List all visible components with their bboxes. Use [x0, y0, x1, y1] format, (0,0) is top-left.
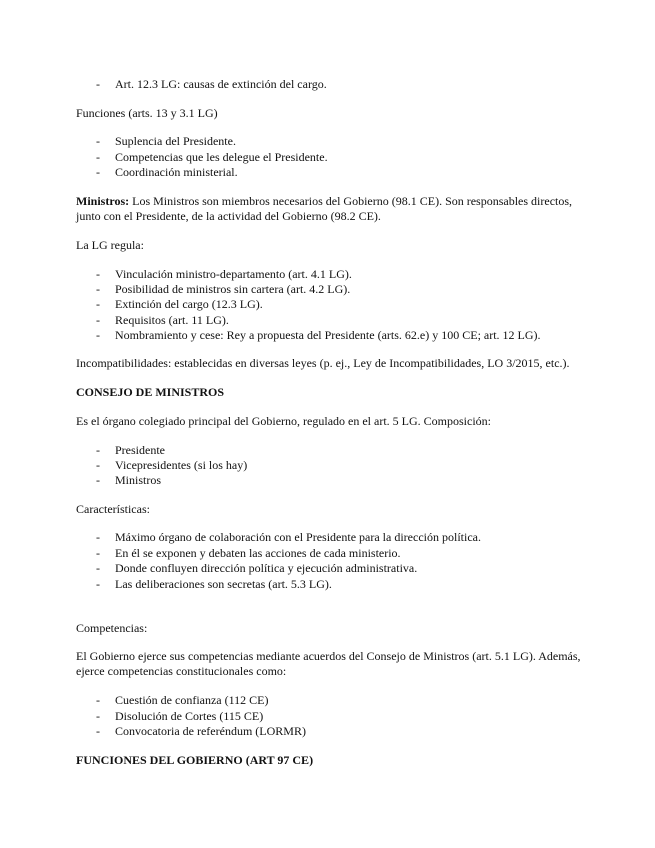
list-item: Requisitos (art. 11 LG).: [115, 313, 229, 327]
list-item: Máximo órgano de colaboración con el Presidente para la dirección política.: [115, 530, 481, 544]
regula-title: La LG regula:: [76, 238, 144, 252]
bullet-dash: -: [96, 328, 100, 342]
list-item: Las deliberaciones son secretas (art. 5.3 LG).: [115, 577, 332, 591]
bullet-dash: -: [96, 134, 100, 148]
bullet-dash: -: [96, 530, 100, 544]
bullet-dash: -: [96, 165, 100, 179]
bullet-dash: -: [96, 577, 100, 591]
list-item: Donde confluyen dirección política y ejecución administrativa.: [115, 561, 418, 575]
bullet-dash: -: [96, 473, 100, 487]
bullet-dash: -: [96, 546, 100, 560]
bullet-dash: -: [96, 561, 100, 575]
list-item: En él se exponen y debaten las acciones de cada ministerio.: [115, 546, 401, 560]
list-item: Cuestión de confianza (112 CE): [115, 693, 269, 707]
ministros-term: Ministros:: [76, 194, 130, 208]
heading-funciones-gobierno: FUNCIONES DEL GOBIERNO (ART 97 CE): [76, 753, 314, 767]
list-item: Coordinación ministerial.: [115, 165, 238, 179]
list-item: Suplencia del Presidente.: [115, 134, 236, 148]
list-item: Art. 12.3 LG: causas de extinción del cargo.: [115, 77, 327, 91]
bullet-dash: -: [96, 458, 100, 472]
bullet-dash: -: [96, 443, 100, 457]
section-title-funciones: Funciones (arts. 13 y 3.1 LG): [76, 106, 218, 120]
caracteristicas-title: Características:: [76, 502, 150, 516]
competencias-paragraph-line1: El Gobierno ejerce sus competencias mediante acuerdos del Consejo de Ministros (art. 5.1 LG). Además,: [76, 649, 581, 663]
list-item: Extinción del cargo (12.3 LG).: [115, 297, 263, 311]
bullet-dash: -: [96, 77, 100, 91]
list-item: Vicepresidentes (si los hay): [115, 458, 248, 472]
ministros-paragraph-line2: junto con el Presidente, de la actividad del Gobierno (98.2 CE).: [76, 209, 381, 223]
ministros-paragraph-line1: [76, 194, 572, 208]
bullet-dash: -: [96, 150, 100, 164]
competencias-title: Competencias:: [76, 621, 148, 635]
bullet-dash: -: [96, 693, 100, 707]
bullet-dash: -: [96, 724, 100, 738]
list-item: Vinculación ministro-departamento (art. 4.1 LG).: [115, 267, 352, 281]
list-item: Competencias que les delegue el Presidente.: [115, 150, 328, 164]
list-item: Convocatoria de referéndum (LORMR): [115, 724, 306, 738]
incompatibilidades-text: Incompatibilidades: establecidas en diversas leyes (p. ej., Ley de Incompatibilidades, LO 3/2015, etc.).: [76, 356, 570, 370]
list-item: Nombramiento y cese: Rey a propuesta del Presidente (arts. 62.e) y 100 CE; art. 12 LG).: [115, 328, 541, 342]
bullet-dash: -: [96, 709, 100, 723]
competencias-paragraph-line2: ejerce competencias constitucionales como:: [76, 664, 287, 678]
list-item: Ministros: [115, 473, 162, 487]
consejo-intro: Es el órgano colegiado principal del Gobierno, regulado en el art. 5 LG. Composición:: [76, 414, 492, 428]
bullet-dash: -: [96, 282, 100, 296]
list-item: Posibilidad de ministros sin cartera (art. 4.2 LG).: [115, 282, 351, 296]
bullet-dash: -: [96, 297, 100, 311]
heading-consejo: CONSEJO DE MINISTROS: [76, 385, 225, 399]
bullet-dash: -: [96, 267, 100, 281]
list-item: Disolución de Cortes (115 CE): [115, 709, 264, 723]
bullet-dash: -: [96, 313, 100, 327]
ministros-text: Los Ministros son miembros necesarios del Gobierno (98.1 CE). Son responsables directos,: [129, 194, 573, 208]
list-item: Presidente: [115, 443, 165, 457]
